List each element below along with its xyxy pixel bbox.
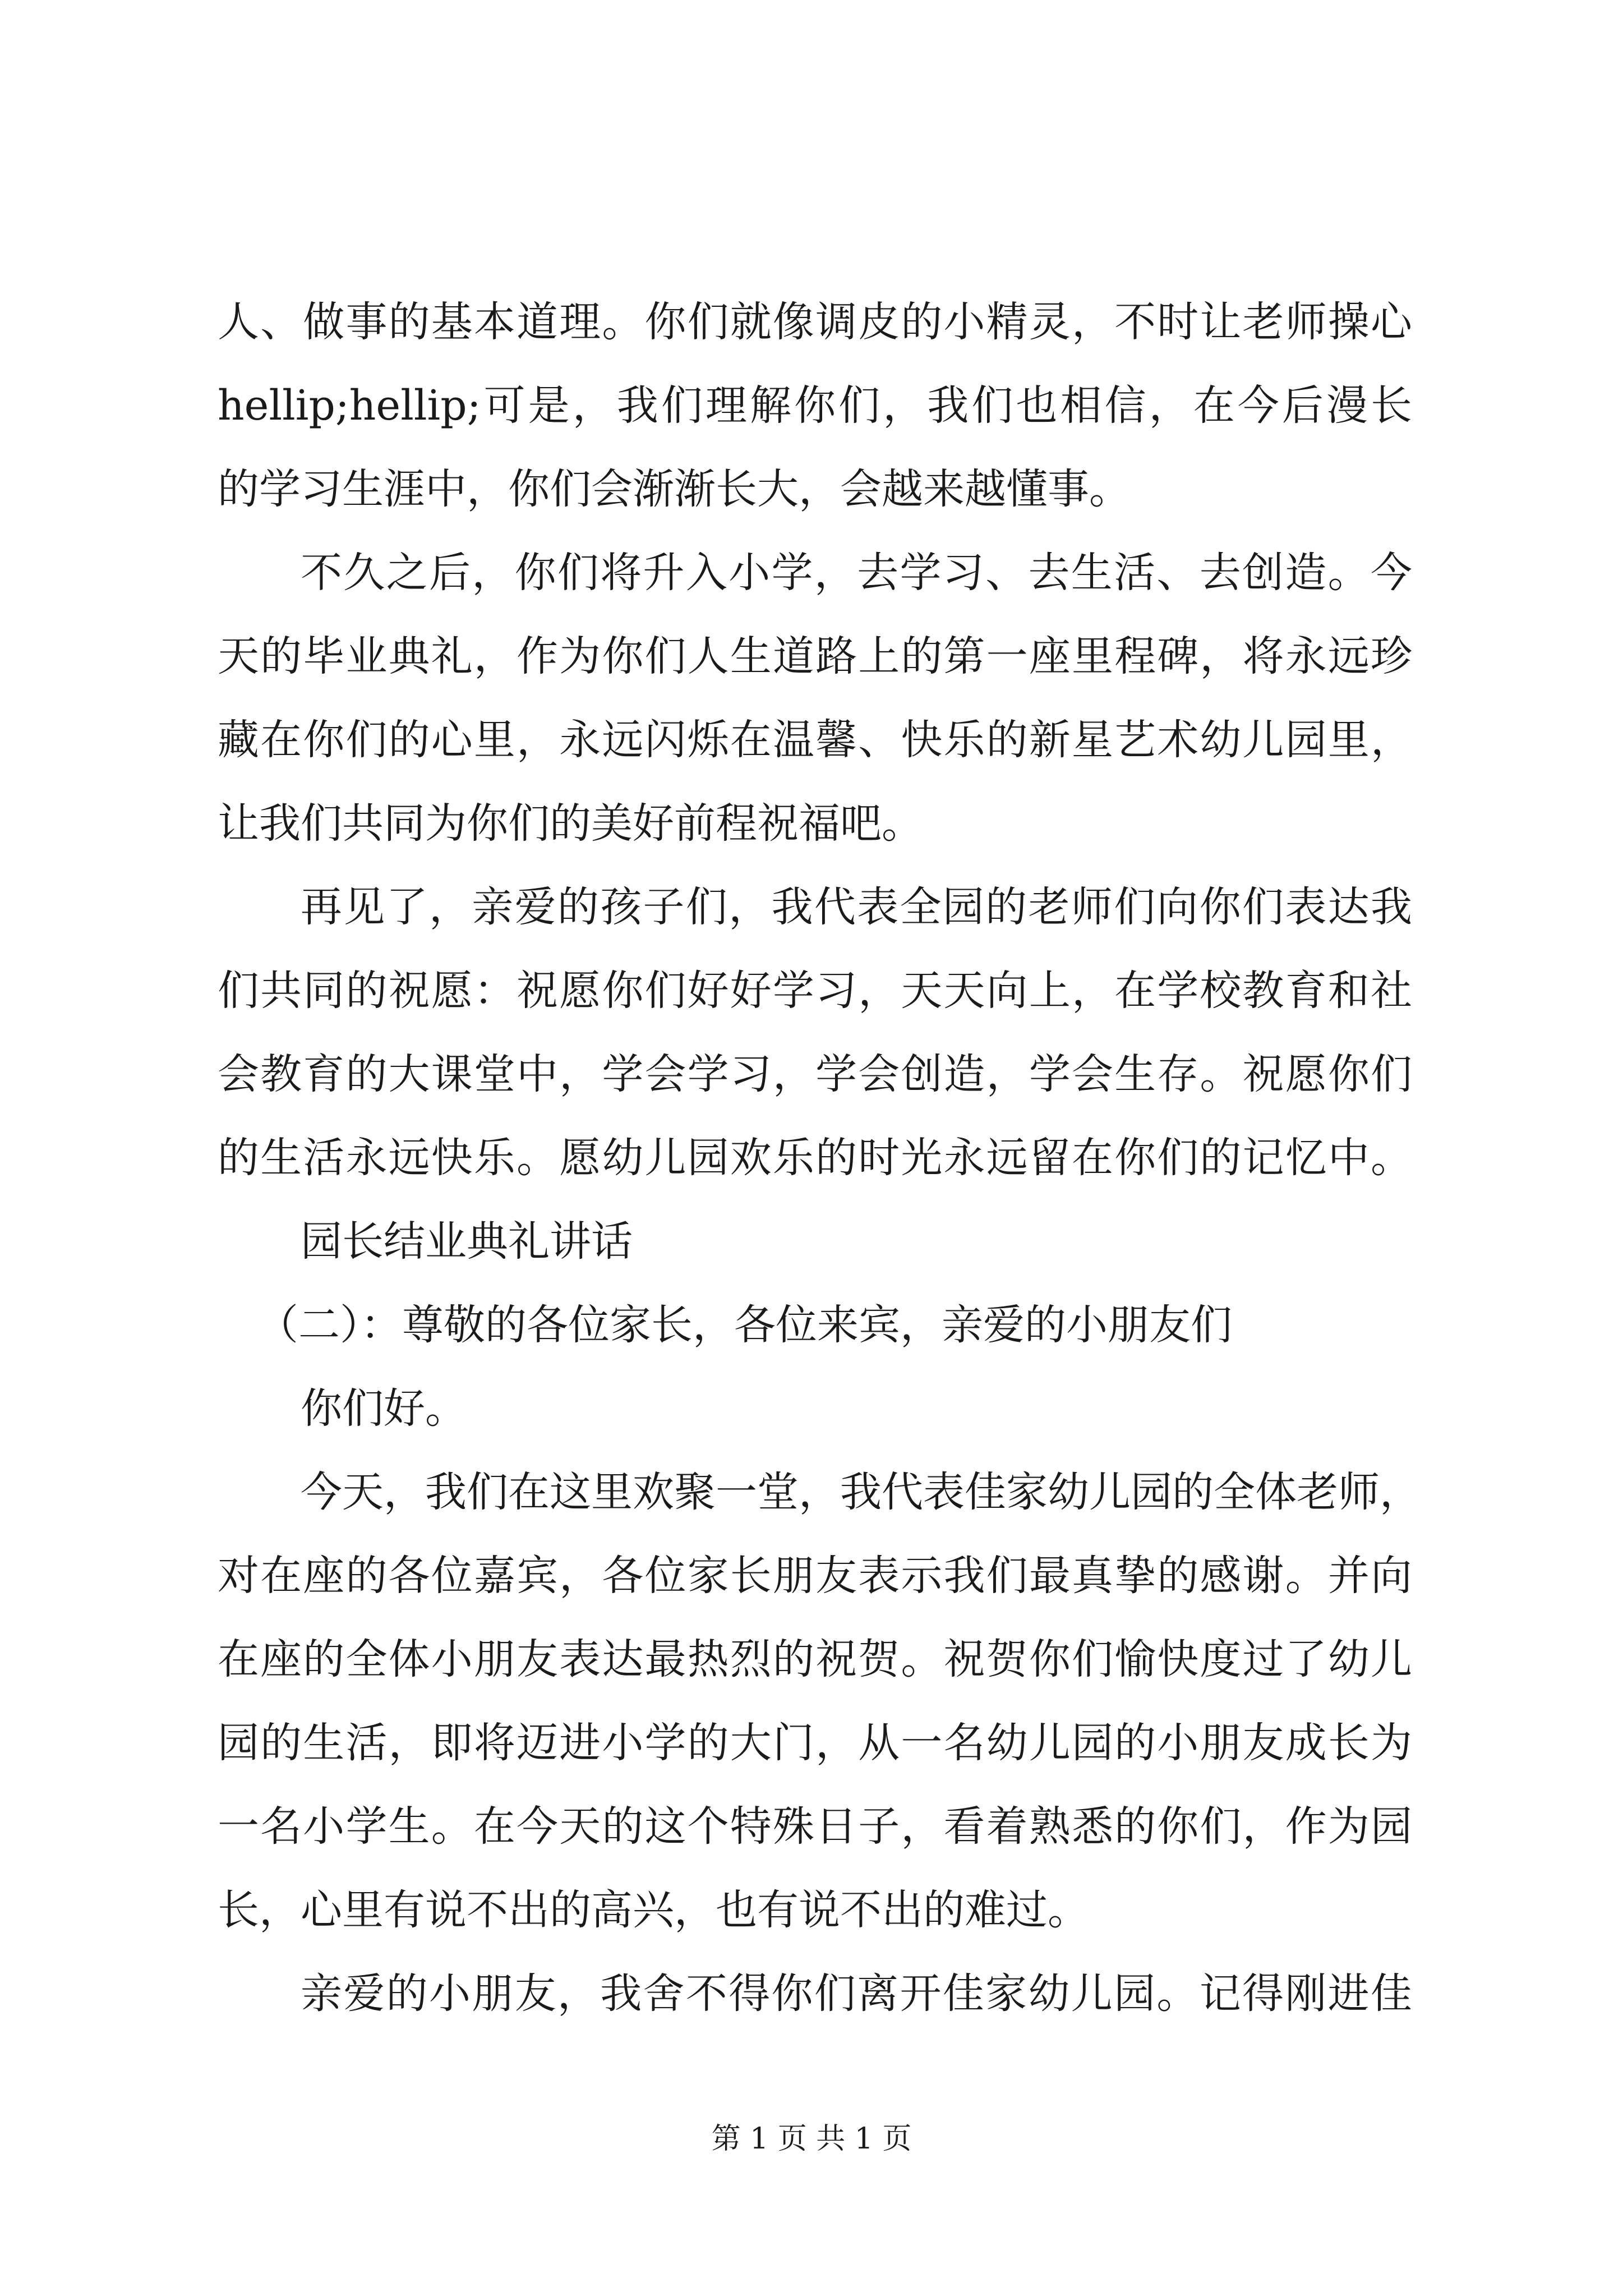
text-line: 的学习生涯中，你们会渐渐长大，会越来越懂事。 <box>218 465 1131 513</box>
text-line: 天的毕业典礼，作为你们人生道路上的第一座里程碑，将永远珍 <box>218 632 1412 680</box>
text-line: 让我们共同为你们的美好前程祝福吧。 <box>218 799 923 848</box>
text-line: 亲爱的小朋友，我舍不得你们离开佳家幼儿园。记得刚进佳 <box>301 1970 1412 2018</box>
text-line: 今天，我们在这里欢聚一堂，我代表佳家幼儿园的全体老师， <box>301 1468 1421 1516</box>
text-line: 再见了，亲爱的孩子们，我代表全园的老师们向你们表达我 <box>301 883 1412 931</box>
text-line: 园的生活，即将迈进小学的大门，从一名幼儿园的小朋友成长为 <box>218 1719 1412 1767</box>
text-line: 长，心里有说不出的高兴，也有说不出的难过。 <box>218 1886 1089 1934</box>
text-line: 们共同的祝愿：祝愿你们好好学习，天天向上，在学校教育和社 <box>218 967 1412 1015</box>
body-text <box>218 280 1421 2036</box>
text-line: 一名小学生。在今天的这个特殊日子，看着熟悉的你们，作为园 <box>218 1802 1412 1851</box>
text-line: 人、做事的基本道理。你们就像调皮的小精灵，不时让老师操心 <box>218 298 1412 346</box>
text-line: 会教育的大课堂中，学会学习，学会创造，学会生存。祝愿你们 <box>218 1050 1412 1098</box>
section-heading: 园长结业典礼讲话 <box>301 1217 633 1266</box>
text-line: 在座的全体小朋友表达最热烈的祝贺。祝贺你们愉快度过了幼儿 <box>218 1635 1412 1683</box>
text-line: 藏在你们的心里，永远闪烁在温馨、快乐的新星艺术幼儿园里， <box>218 716 1412 764</box>
text-line: 不久之后，你们将升入小学，去学习、去生活、去创造。今 <box>301 549 1412 597</box>
text-line: 的生活永远快乐。愿幼儿园欢乐的时光永远留在你们的记忆中。 <box>218 1134 1412 1182</box>
text-line: 你们好。 <box>301 1384 467 1433</box>
page-footer: 第 1 页 共 1 页 <box>711 2122 912 2156</box>
text-line: hellip;hellip;可是，我们理解你们，我们也相信，在今后漫长 <box>218 381 1412 430</box>
text-line: （二）：尊敬的各位家长，各位来宾，亲爱的小朋友们 <box>257 1301 1232 1349</box>
text-line: 对在座的各位嘉宾，各位家长朋友表示我们最真挚的感谢。并向 <box>218 1552 1412 1600</box>
